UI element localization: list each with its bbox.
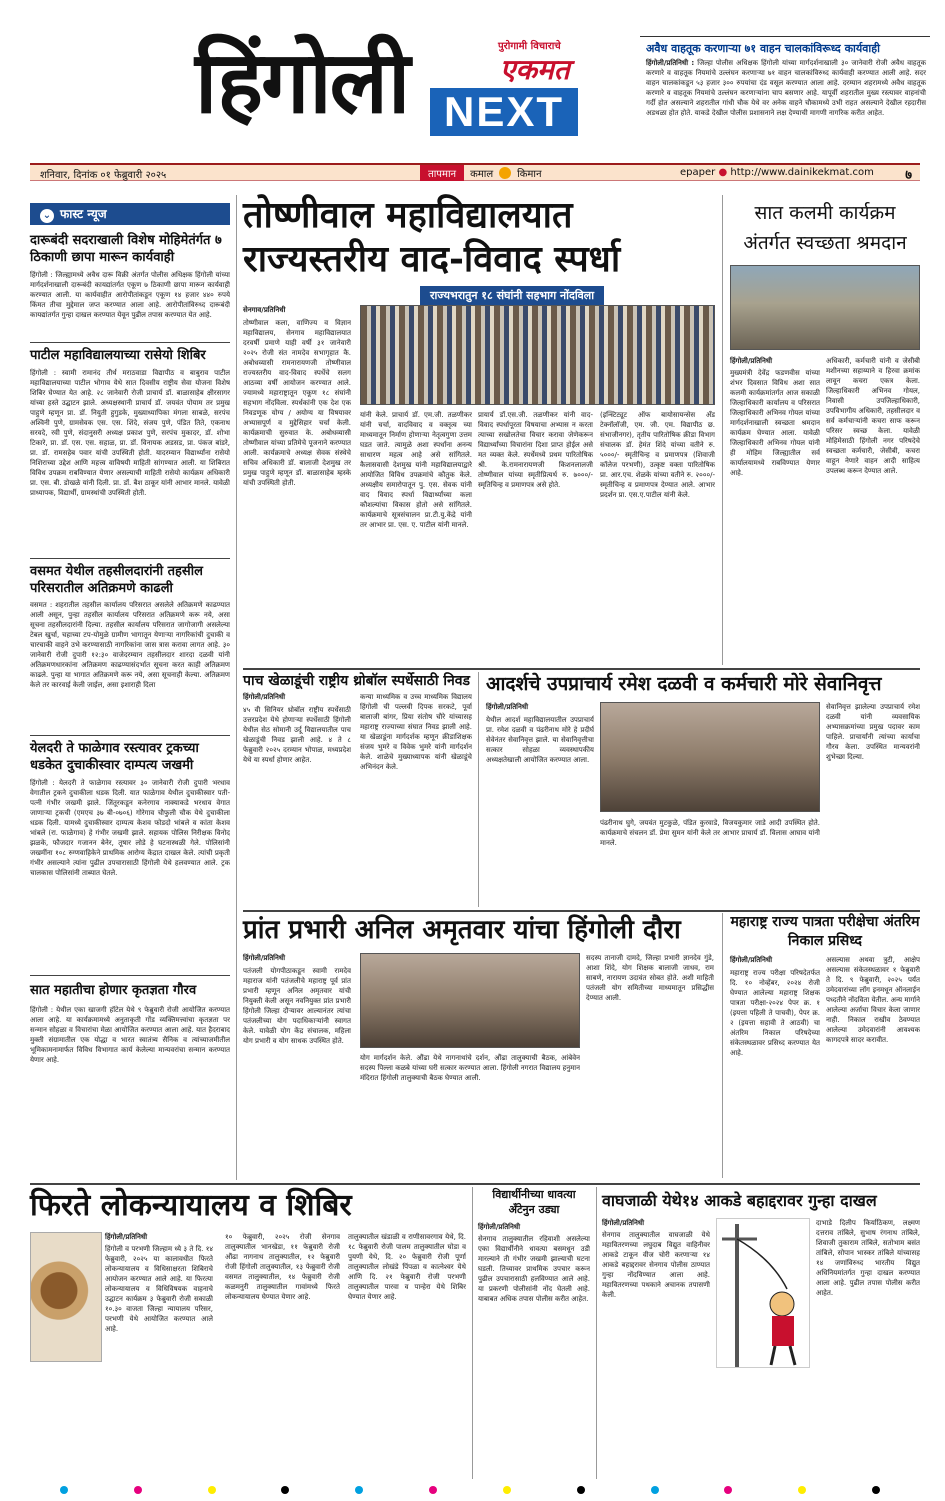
print-registration-marks	[60, 1486, 880, 1496]
fast-news-body-2: हिंगोली : स्वामी रामानंद तीर्थ मराठवाडा विद्यापीठ व बाबुराव पाटील महाविद्यालयाच्या पाटील भोगाव येथे सात दिवसीय राष्ट्रीय सेवा योजना विशेष शिबिर घेण्यात येत आहे. २८ जानेवारी रोजी प्राचार्य डॉ. बाळासाहेब क्षीरसागर यांच्या हस्ते उद्घाटन झाले. अध्यक्षस्थानी प्राचार्य डॉ. जयवंत पोयाम तर प्रमुख पाहुणे म्हणून प्रा. डॉ. नियुती हुगुडके, मुख्याध्यापिका मंगला साबळे, सरपंच अश्विनी पुणे, ग्रामसेवक एस. एस. शिंदे, संजय पुणे, पंडित तिते, एकनाथ सरवदे, रवी पुणे, संदानुसरी अध्यक्ष प्रकाश पुणे, सरपंच मुकादर, डॉ. शोभा टिकारे, प्रा. डॉ. एस. एस. सहाळ, प्रा. डॉ. विनायक अडसड, प्रा. पंकज बांडरे, प्रा. डॉ. रामसहेब पवार यांची उपस्थिती होती. यादरम्यान विद्यार्थ्यांना रासेयो निशिराच्या उद्देश आणि महत्त्व वाविषयी माहिती सांगण्यात आली. या शिबिरात विविध उपक्रम राबविण्यात येणार असल्याची माहिती रासेयो कार्यक्रम अधिकारी प्रा. एस. बी. डोखळे यांनी दिली. प्रा. डॉ. बैश ठाकूर यांनी आभार मानले. यावेळी प्राध्यापक, विद्यार्थी, ग्रामस्थांची उपस्थिती होती.	[30, 369, 230, 497]
chevron-down-icon: ⌄	[40, 209, 54, 223]
prant-col-2: योग मार्गदर्शन केले. औंढा येथे नागनाथांचे दर्शन, औंढा तालुक्याची बैठक, आंबेवेन सदस्य पिल्ला कळबे यांच्या घरी सत्कार करण्यात आला. हिंगोली नगरात विद्यालय हनुमान मंदिरात हिंगोली तालुक्याची बैठक घेण्यात आली.	[360, 1054, 580, 1082]
registration-dot	[577, 1486, 585, 1494]
top-story-body	[640, 58, 930, 118]
lead-photo	[360, 305, 715, 405]
divider	[30, 975, 230, 976]
retirement-photo	[600, 702, 820, 812]
waghjali-col-2: दाभाडे दिलीप किर्याठिकण, लक्ष्मण दत्तराव तांबिले, सुभाष रंगनाथ तांबिले, शिवाजी तुकाराम तांबिले, सतोभाम बसंत तांबिले, सोपान भास्कर तांबिले यांच्यासह १४ जणांविरुध्द भारतीय विद्युत अधिनियमांतर्गत गुन्हा दाखल करण्यात आला आहे. पुढील तपास पोलीस करीत आहेत.	[816, 1219, 920, 1297]
temperature-box	[420, 165, 542, 181]
swachhata-col-1: मुख्यमंत्री देवेंद्र फडणवीस यांच्या शंभर दिवसात विविध अशा सात कलमी कार्यक्रमांतर्गत आज सकाळी जिल्हाधिकारी कार्यालय व परिसरात जिल्हाधिकारी अभिनव गोयल यांच्या मार्गदर्शनाखाली स्वच्छता श्रमदान कार्यक्रम घेण्यात आला. यावेळी जिल्हाधिकारी अभिनव गोयल यांनी ही मोहिम जिल्ह्यातील सर्व कार्यालयामध्ये राबविण्यात येणार आहे.	[730, 369, 820, 477]
retirement-col-1: येथील आदर्श महाविद्यालयातील उपप्राचार्य प्रा. रमेश दळवी व पंढरीनाथ मोरे हे प्रदीर्घ सेवेनंतर सेवानिवृत्त झाले. या सेवानिवृत्तीचा सत्कार सोहळा व्यवस्थापकीय अध्यक्षतेखाली आयोजित करण्यात आला.	[486, 716, 594, 764]
prant-byline: हिंगोली/प्रतिनिधी	[243, 954, 286, 962]
section-divider	[30, 1183, 920, 1185]
retirement-col-3: सेवानिवृत्त झालेल्या उपप्राचार्य रमेश दळवी यांनी व्यवसायिक अभ्यासक्रमांच्या प्रमुख पदावर काम पाहिले. प्राचार्यांनी त्यांच्या कार्याचा गौरव केला. उपस्थित मान्यवरांनी शुभेच्छा दिल्या.	[826, 703, 920, 761]
top-story-headline: अवैध वाहतूक करणाऱ्या ७१ वाहन चालकांविरूध्द कार्यवाही	[646, 42, 880, 55]
fast-news-body-1: हिंगोली : जिल्ह्यामध्ये अवैध दारू विक्री अंतर्गत पोलीस अधिक्षक हिंगोली यांच्या मार्गदर्शनाखाली दारूबंदी कायद्यांतर्गत एकूण ७ ठिकाणी छापा मारून कार्यवाही करण्यात आली. या कार्यवाहीत आरोपीतांकडून एकूण १४ हजार ४४० रुपये किंमत तीचा मुद्देमाल जप्त करण्यात आला आहे. आरोपीतांविरुध्द दारूबंदी कायद्यांतर्गत गुन्हा दाखल करण्यात येवून पुढील तपास करण्यात येत आहे.	[30, 271, 230, 319]
throwball-col-2: कन्या माध्यमिक व उच्च माध्यमिक विद्यालय हिंगोली ची पल्लवी दिपक सरकटे, पूर्वा बालाजी बांगर, प्रिया संतोष चौरे यांच्यासह महाराष्ट्र राज्याच्या संघात निवड झाली आहे. या खेळाडूंना मार्गदर्शक म्हणून क्रीडाशिक्षक संजय भुमरे व विवेक भुमरे यांनी मार्गदर्शन केले. शाळेचे मुख्याध्यापक यांनी खेळाडूंचे अभिनंदन केले.	[360, 693, 472, 771]
registration-dot	[60, 1486, 68, 1494]
antenna-headline: विद्यार्थीनीच्या धावत्या ॲंटेनुन उड्या	[492, 1188, 576, 1216]
antenna-body: सेनगाव तालुक्यातील रहिवाशी असलेल्या एका विद्यार्थीनीने धावत्या बसमधून उडी मारल्याने ती गंभीर जखमी झाल्याची घटना घडली. तिच्यावर प्राथमिक उपचार करून पुढील उपचारासाठी हलविण्यात आले आहे. या प्रकरणी पोलीसांनी नोंद घेतली आहे. याबाबत अधिक तपास पोलीस करीत आहेत.	[478, 1235, 590, 1303]
fast-news-headline-4: येलदरी ते फाळेगाव रस्त्यावर ट्रकच्या धडकेत दुचाकीस्वार दाम्पत्य जखमी	[30, 741, 199, 773]
column-divider	[722, 913, 723, 1178]
column-divider	[596, 1187, 597, 1479]
registration-dot	[281, 1486, 289, 1494]
lok-adalat-byline: हिंगोली/प्रतिनिधी	[105, 1233, 148, 1241]
column-divider	[236, 195, 237, 1180]
lead-col-4: (इन्स्टिट्यूट ऑफ बायोसायन्सेस ॲंड टेक्नॉलॉजी, एम. जी. एम. विद्यापीठ छ. संभाजीनगर), तृतीय पारितोषिक क्रीडा विभाग संचालक डॉ. हेमंत शिंदे यांच्या वतीने रु. ५०००/- स्मृतीचिन्ह व प्रमाणपत्र (शिवाजी कॉलेज परभणी), उत्कृष्ट वक्ता पारितोषिक प्रा. आर.एच. शेळके यांच्या वतीने रु. २०००/- स्मृतीचिन्ह व प्रमाणपत्र देण्यात आले. आभार प्रदर्शन प्रा. एस.ए.पाटील यांनी केले.	[600, 411, 715, 499]
top-story-text: जिल्हा पोलीस अधिक्षक हिंगोली यांच्या मार्गदर्शनाखाली ३० जानेवारी रोजी अवैध वाहतूक करणारे व वाहतूक नियमांचे उल्लंघन करणाऱ्या ७१ वाहन चालकांविरुध्द कार्यवाही करण्यात आली आहे. सदर वाहन चालकांकडून ५३ हजार ३०० रुपयांचा दंड वसूल करण्यात आला आहे. दरम्यान शहरामध्ये अवैध वाहतूक करणारे व वाहतूक नियमांचे उल्लंघन करणाऱ्यांना चाप बसणार आहे. यापूर्वी शहरातील मुख्य रस्त्यावर वाहनांची गर्दी होत असल्याने शहरातील गांधी चौक येथे वर अनेक वाहने चौकामध्ये उभी राहत असल्याने देखील रहदारीस अडथळा होत होते. याकडे देखील पोलीस प्रशासनाने लक्ष देण्याची मागणी नागरिक करीत आहेत.	[646, 59, 926, 117]
throwball-headline: पाच खेळाडूंची राष्ट्रीय थ्रोबॉल स्पर्धेसाठी निवड	[243, 673, 471, 689]
gavel-image	[30, 1232, 102, 1362]
lead-byline: सेनगाव/प्रतिनिधी	[243, 306, 286, 314]
waghjali-byline: हिंगोली/प्रतिनिधी	[602, 1219, 645, 1227]
pole-icon	[717, 1219, 811, 1369]
lead-strap: राज्यभरातुन १८ संघांनी सहभाग नोंदविला	[420, 286, 604, 305]
temperature-min: किमान	[517, 169, 542, 180]
dateline-bar	[30, 163, 920, 181]
throwball-byline: हिंगोली/प्रतिनिधी	[243, 693, 286, 701]
temperature-label: तापमान	[420, 165, 464, 181]
fast-news-headline-2: पाटील महाविद्यालयाच्या रासेयो शिबिर	[30, 348, 206, 363]
retirement-byline: हिंगोली/प्रतिनिधी	[486, 703, 529, 711]
fast-news-bar	[30, 203, 230, 225]
section-divider	[243, 910, 920, 912]
prant-col-3: सदस्य तानाजी दामदे, जिल्हा प्रभारी ज्ञानदेव गुंडे, आशा शिंदे, योग शिक्षक बालाजी जाधव, राम साबणे, नारायण उदावंत सोबत होते. अशी माहिती पतंजली योग समितीच्या माध्यमातून प्रसिद्धीस देण्यात आली.	[586, 954, 714, 1002]
divider	[30, 558, 230, 559]
lok-adalat-col-1: हिंगोली व परभणी जिल्हाम ध्ये ३ ते दि. १४ फेब्रुवारी, २०२५ या कालावधीत फिरते लोकन्यायालय व विधिसाक्षरता शिबिराचे आयोजन करण्यात आले आहे. या फिरत्या लोकन्यायालय व विधिविषयक वाहनाचे उद्घाटन कार्यक्रम ३ फेब्रुवारी रोजी सकाळी १०.३० वाजता जिल्हा न्यायालय परिसर, परभणी येथे आयोजित करण्यात आले आहे.	[105, 1245, 213, 1333]
masthead-title: हिंगोली	[195, 32, 409, 133]
registration-dot	[872, 1486, 880, 1494]
swachhata-byline: हिंगोली/प्रतिनिधी	[730, 357, 773, 365]
lead-col-3: प्रायार्य डॉ.एस.जी. तळणीकर यांनी वाद-विवाद स्पर्धापूरता विषयाचा अभ्यास न करता त्याच्या सखोलतेचा विचार करावा जेणेकरून विद्यार्थ्यांच्या विचारांना दिशा प्राप्त होईल असे मत व्यक्त केले. स्पर्धेमध्ये प्रथम पारितोषिक श्री. के.रामनारायणजी किशनलालजी तोष्णीवाल यांच्या स्मृतीप्रित्यर्थ रु. ७०००/- स्मृतिचिन्ह व प्रमाणपत्र असे होते.	[478, 411, 593, 489]
retirement-headline: आदर्शचे उपप्राचार्य रमेश दळवी व कर्मचारी मोरे सेवानिवृत्त	[486, 673, 882, 695]
epaper-url: http://www.dainikekmat.com	[730, 167, 874, 178]
globe-icon: ●	[718, 167, 728, 178]
swachhata-headline: सात कलमी कार्यक्रम अंतर्गत स्वच्छता श्रमदान	[743, 202, 907, 254]
fast-news-headline-1: दारूबंदी सदराखाली विशेष मोहिमेतंर्गत ७ ठिकाणी छापा मारून कार्यवाही	[30, 233, 222, 265]
top-story-byline: हिंगोली/प्रतिनिधी :	[646, 59, 695, 67]
retirement-col-2: पंढरीनाथ घुगे, जयवंत मुटकुळे, पंडित कुरवाडे, विजयकुमार जाडे आदी उपस्थित होते. कार्यक्रमाचे संचलन डॉ. प्रेमा सुमन यांनी केले तर आभार प्राचार्य डॉ. विलास आघाव यांनी मानले.	[600, 819, 820, 847]
temperature-max: कमाल	[470, 169, 494, 180]
prant-headline: प्रांत प्रभारी अनिल अमृतवार यांचा हिंगोली दौरा	[243, 915, 681, 945]
column-divider	[472, 1187, 473, 1479]
lead-headline: तोष्णीवाल महाविद्यालयात राज्यस्तरीय वाद-विवाद स्पर्धा	[243, 194, 621, 280]
throwball-col-1: ४५ वी सिनियर थ्रोबॉल राष्ट्रीय स्पर्धेसाठी उत्तरप्रदेश येथे होणाऱ्या स्पर्धेसाठी हिंगोली येथील सेठ सोमानी उर्दू विद्यालयातील पाच खेळाडूंची निवड झाली आहे. ४ ते ८ फेब्रुवारी २०२५ दरम्यान भोपाळ, मध्यप्रदेश येथे या स्पर्धा होणार आहेत.	[243, 706, 351, 764]
section-divider	[243, 668, 920, 670]
swachhata-col-2: अधिकारी, कर्मचारी यांनी व जेसीबी मशीनच्या सहाय्याने व हिरवा क्रमांक लावून कचरा एकत्र केला. जिल्हाधिकारी अभिनव गोयल, निवासी उपजिल्हाधिकारी, उपविभागीय अधिकारी, तहसीलदार व सर्व कर्मचाऱ्यांनी कचरा साफ करून परिसर स्वच्छ केला. यावेळी मोहिमेसाठी हिंगोली नगर परिषदेचे स्वच्छता कर्मचारी, जेसीबी, कचरा वाहून नेणारे वाहन आदी साहित्य उपलब्ध करून देण्यात आले.	[826, 357, 920, 475]
page-number: ७	[905, 168, 912, 183]
registration-dot	[208, 1486, 216, 1494]
electric-pole-illustration	[716, 1218, 810, 1368]
waghjali-headline: वाघजाळी येथे१४ आकडे बहाद्दरावर गुन्हा दाखल	[602, 1191, 877, 1210]
exam-col-1: महाराष्ट्र राज्य परीक्षा परिषदेतर्फत दि. १० नोव्हेंबर, २०२४ रोजी घेण्यात आलेल्या महाराष्ट्र शिक्षक पात्रता परीक्षा-२०२४ पेपर क्र. १ (इयत्ता पहिली ते पाचवी), पेपर क्र. २ (इयत्ता सहावी ते आठवी) चा अंतरिम निकाल परिषदेच्या संकेतस्थळावर प्रसिध्द करण्यात येत आहे.	[730, 969, 820, 1057]
column-divider	[722, 195, 723, 665]
brand-logo: एकमत	[500, 53, 570, 86]
lok-adalat-col-2: १० फेब्रुवारी, २०२५ रोजी सेनगाव तालुक्यातील भानखेडा, ११ फेब्रुवारी रोजी औंढा नागनाथ तालुक्यातील, १२ फेब्रुवारी रोजी हिंगोली तालुक्यातील, १३ फेब्रुवारी रोजी वसमत तालुक्यातील, १४ फेब्रुवारी रोजी कळमनुरी तालुक्यातील गावांमध्ये फिरते लोकन्यायालय घेण्यात येणार आहे.	[225, 1233, 340, 1301]
registration-dot	[651, 1486, 659, 1494]
masthead-tagline: पुरोगामी विचाराचे	[498, 41, 561, 52]
prant-col-1: पतंजली योगपीठाकडून स्वामी रामदेव महाराज यांनी पतंजलीचे महाराष्ट्र पूर्व प्रांत प्रभारी म्हणून अनिल अमृतवार यांची नियुक्ती केली असून नवनियुक्त प्रांत प्रभारी हिंगोली जिल्हा दौऱ्यावर आल्यानंतर त्यांचा पतंजलीच्या योग पदाधिकाऱ्यांनी स्वागत केले. यावेळी योग केंद्र संचालक, महिला योग प्रभारी व योग साधक उपस्थित होते.	[243, 967, 351, 1045]
top-right-story	[640, 36, 930, 156]
registration-dot	[503, 1486, 511, 1494]
registration-dot	[724, 1486, 732, 1494]
prant-photo	[360, 953, 580, 1048]
registration-dot	[798, 1486, 806, 1494]
epaper-link[interactable]	[680, 167, 874, 178]
swachhata-photo	[730, 265, 920, 350]
epaper-label: epaper	[680, 167, 716, 178]
fast-news-headline-5: सात महातीचा होणार कृतज्ञता गौरव	[30, 983, 197, 998]
fast-news-body-5: हिंगोली : येथील एका खाजगी हॉटेल येथे ९ फेब्रुवारी रोजी आयोजित करण्यात आला आहे. या कार्यक्रमामध्ये अनुताकृती गोंड व्यक्तिमत्त्वांचा कृतज्ञता पर सन्मान सोहळा व विचारांचा मेळा आयोजित करण्यात आला आहे. यात हैदराबाद मुक्ती संग्रामातील एक योद्धा व भारत स्वातंत्र्य सैनिक व त्यांच्याजमीतील भूमिकामनामार्फत विविध विभागात कार्य केलेल्या मान्यवरांचा सन्मान करण्यात येणार आहे.	[30, 1006, 230, 1064]
lok-adalat-col-3: तालुक्यातील खंडाळी व राणीसावरगाव येथे, दि. १८ फेब्रुवारी रोजी पालम तालुक्यातील घोडा व पुयणी येथे, दि. २० फेब्रुवारी रोजी पूर्णा तालुक्यातील लोखंडे पिंपळा व कात्नेश्वर येथे आणि दि. २१ फेब्रुवारी रोजी परभणी तालुक्यातील पारवा व पान्हेरा येथे शिबिर घेण्यात येणार आहे.	[348, 1233, 466, 1301]
next-label: NEXT	[444, 88, 565, 135]
column-divider	[478, 672, 479, 907]
fast-news-headline-3: वसमत येथील तहसीलदारांनी तहसील परिसरातील अतिक्रमणे काढली	[30, 564, 203, 596]
registration-dot	[429, 1486, 437, 1494]
sun-icon	[499, 167, 511, 179]
exam-col-2: असल्यास अथवा त्रुटी, आक्षेप असल्यास संकेतस्थळावर १ फेब्रुवारी ते दि. ९ फेब्रुवारी, २०२५ पर्यंत उमेदवारांच्या लॉग इनमधून ऑनलाईन पध्दतीने नोंदविता येतील. अन्य मार्गाने आलेल्या अर्जाचा विचार केला जाणार नाही. निकाल राखीव ठेवण्यात आलेल्या उमेदवारांनी आवश्यक कागदपत्रे सादर करावीत.	[826, 956, 920, 1044]
lead-col-2: यांनी केले. प्राचार्य डॉ. एम.जी. तळणीकर यांनी चर्चा, वादविवाद व वक्तृत्व च्या माध्यमातून निर्माण होणाऱ्या नेतृत्वगुणा उत्तम घडत जाते. त्यामुळे अशा स्पर्धांना अनन्य साधारण महत्व आहे असे सांगितले. कैलासवासी देशमुख यांनी महाविद्यालयाद्वारे आयोजित विविध उपक्रमांचे कौतुक केले. अध्यक्षीय समारोपातून पु. एस. सेवक यांनी वाद विवाद स्पर्धा विद्यार्थ्यांच्या कला कौशल्यांचा विकास होतो असे सांगितले. कार्यक्रमाचे सूत्रसंचालन प्रा.टी.यु.केंद्रे यांनी तर आभार प्रा. एस. ए. पाटील यांनी मानले.	[360, 411, 472, 529]
next-logo	[430, 88, 578, 136]
registration-dot	[355, 1486, 363, 1494]
issue-date: शनिवार, दिनांक ०१ फेब्रुवारी २०२५	[40, 170, 167, 181]
waghjali-col-1: सेनगाव तालुक्यातील वाघजाळी येथे महावितरणच्या लघुदाब विद्युत वाहिनीवर आकडे टाकून वीज चोरी करणाऱ्या १४ आकडे बहाद्दरावर सेनगाव पोलीस ठाण्यात गुन्हा नोंदविण्यात आला आहे. महावितरणच्या पथकाने अचानक तपासणी केली.	[602, 1231, 710, 1299]
divider	[30, 735, 230, 736]
divider	[30, 342, 230, 343]
registration-dot	[134, 1486, 142, 1494]
fast-news-label: फास्ट न्यूज	[60, 207, 107, 221]
fast-news-body-4: हिंगोली : येलदरी ते फाळेगाव रस्त्यावर ३० जानेवारी रोजी दुपारी भरधाव वेगातील ट्रकने दुचाकीला धडक दिली. यात फाळेगाव येथील दुचाकीस्वार पती-पत्नी गंभीर जखमी झाले. जिंतूरकडून कनेरगाव नाक्याकडे भरधाव वेगात जाणाऱ्या ट्रकची (एमएच ३७ बी-०७०६) गोरेगाव चौफुली चौक येथे दुचाकीला धडक दिली. यामध्ये दुचाकीस्वार दाम्पत्य केशव फोडदो भांबले व कांता केशव भांबले (रा. फाळेगाव) हे गंभीर जखमी झाले. सहायक पोलिस निरीक्षक विनोद झळके, फौजदार गजानन बेनेर, तूषार लोडे हे घटनास्थळी गेले. पोलिसांनी जखमींना १०८ रुग्णवाहिकेने प्राथमिक आरोग्य केंद्रात दाखल केले. त्यांची प्रकृती गंभीर असल्याने त्यांना पुढील उपचारासाठी हिंगोली येथे हलवण्यात आले. ट्रक चालकास पोलिसांनी ताब्यात घेतले.	[30, 779, 230, 877]
exam-headline: महाराष्ट्र राज्य पात्रता परीक्षेचा अंतरिम निकाल प्रसिध्द	[730, 914, 920, 949]
exam-byline: हिंगोली/प्रतिनिधी	[730, 956, 773, 964]
lok-adalat-headline: फिरते लोकन्यायालय व शिबिर	[30, 1188, 352, 1223]
antenna-byline: हिंगोली/प्रतिनिधी	[478, 1223, 521, 1231]
lead-col-1: तोष्णीवाल कला, वाणिज्य व विज्ञान महाविद्यालय, सेनगाव महाविद्यालयात दरवर्षी प्रमाणे याही वर्षी ३१ जानेवारी २०२५ रोजी संत नामदेव सभागृहात कै. अबोधव्यासी रामनारायणजी तोष्णीवाल राज्यस्तरीय वाद-विवाद स्पर्धेचे सलग आठव्या वर्षी आयोजन करण्यात आले. ज्यामध्ये महाराष्ट्रातून एकूण १८ संघांनी सहभाग नोंदविला. स्पर्धकांनी एक देश एक निवडणूक योग्य / अयोग्य या विषयावर अभ्यासपूर्ण व मुद्देसिहार चर्चा केली. कार्यक्रमाची सुरुवात के. अबोधव्यासी तोष्णीवाल यांच्या प्रतिमेचे पूजनाने करण्यात आली. कार्यक्रमाचे अध्यक्ष सेवक संस्थेचे सचिव अधिकारी डॉ. बालाजी देशमुख तर प्रमुख पाहुणे म्हणून डॉ. बाळासाहेब म्हस्के यांची उपस्थिती होती.	[243, 319, 351, 487]
fast-news-body-3: वसमत : शहरातील तहसील कार्यालय परिसरात असलेले अतिक्रमणे काढण्यात आली असून, पुन्हा तहसील कार्यालय परिसरात अतिक्रमणे करू नये, असा सूचना तहसीलदारांनी दिल्या. तहसील कार्यालय परिसरात जागोजागी असलेल्या टेबल खुर्चा, चहाच्या टप-योमुळे ग्रामीण भागातून येणाऱ्या नागरिकांची दुचाकी व चारचाकी वाहने उभे करण्यासाठी नागरिकांना जास त्रास करावा लागत आहे. ३० जानेवारी रोजी दुपारी १२:३० वाजेदरम्यान तहसीलदार शारदा दळवी यांनी अतिक्रमणधारकांना अतिक्रमण काढण्यासंदर्भात सूचना करत काही अतिक्रमण काढले. पुन्हा या भागात अतिक्रमणे करू नये, असा सूचनाही केल्या. अतिक्रमण केले तर कारवाई केली जाईल, असा इशाराही दिला	[30, 601, 230, 689]
